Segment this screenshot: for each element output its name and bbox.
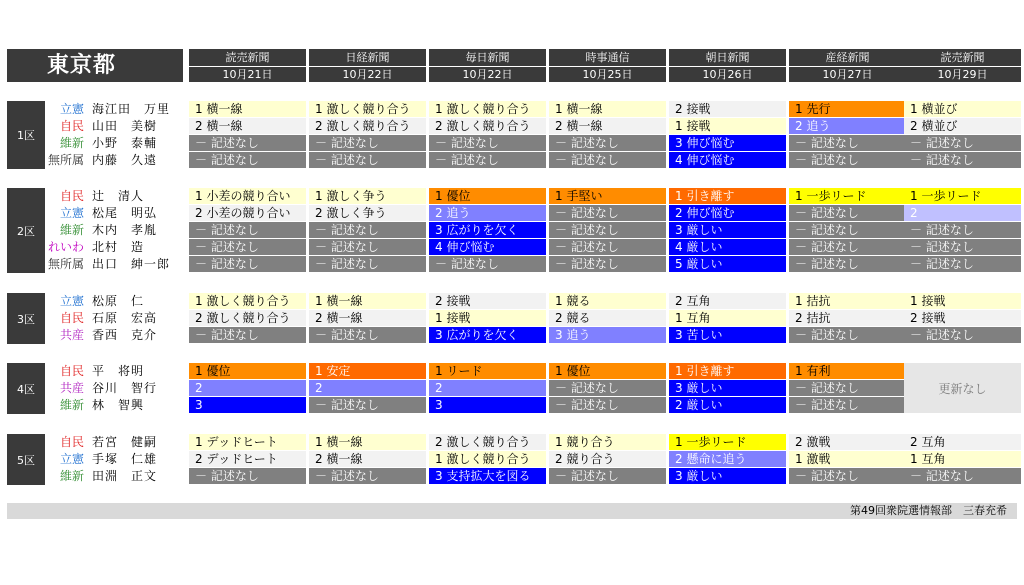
forecast-cell: － 記述なし bbox=[789, 239, 906, 255]
header-paper: 朝日新聞 bbox=[669, 49, 786, 67]
candidate-name: 手塚 仁雄 bbox=[92, 452, 158, 466]
district-label: 4区 bbox=[7, 363, 45, 414]
party-label: 立憲 bbox=[59, 102, 84, 116]
forecast-cell: － 記述なし bbox=[189, 152, 306, 168]
forecast-cell: 1 激しく競り合う bbox=[309, 101, 426, 117]
forecast-cell: 3 広がりを欠く bbox=[429, 327, 546, 343]
forecast-cell: 5 厳しい bbox=[669, 256, 786, 272]
forecast-cell: － 記述なし bbox=[904, 152, 1021, 168]
forecast-cell: 2 接戦 bbox=[429, 293, 546, 309]
header-date: 10月22日 bbox=[342, 68, 393, 81]
party-label: 自民 bbox=[59, 364, 84, 378]
forecast-cell: － 記述なし bbox=[189, 135, 306, 151]
header-paper: 日経新聞 bbox=[309, 49, 426, 67]
forecast-cell: － 記述なし bbox=[904, 468, 1021, 484]
forecast-cell: 2 横並び bbox=[904, 118, 1021, 134]
forecast-cell: 3 苦しい bbox=[669, 327, 786, 343]
forecast-cell: 1 激しく争う bbox=[309, 188, 426, 204]
forecast-cell: － 記述なし bbox=[904, 327, 1021, 343]
forecast-cell: － 記述なし bbox=[189, 222, 306, 238]
party-label: 立憲 bbox=[59, 206, 84, 220]
candidate-name: 内藤 久遠 bbox=[92, 153, 158, 167]
forecast-cell: － 記述なし bbox=[549, 222, 666, 238]
party-label: 無所属 bbox=[47, 153, 84, 167]
forecast-cell: 1 優位 bbox=[189, 363, 306, 379]
party-label: 共産 bbox=[59, 328, 84, 342]
forecast-cell: 2 激しく競り合う bbox=[309, 118, 426, 134]
forecast-cell: － 記述なし bbox=[904, 135, 1021, 151]
district-label: 2区 bbox=[7, 188, 45, 273]
column-header bbox=[309, 49, 426, 82]
forecast-cell: － 記述なし bbox=[549, 152, 666, 168]
forecast-cell: 1 安定 bbox=[309, 363, 426, 379]
party-label: 自民 bbox=[59, 119, 84, 133]
forecast-cell: 1 横一線 bbox=[309, 434, 426, 450]
forecast-cell: 3 厳しい bbox=[669, 222, 786, 238]
district-label: 3区 bbox=[7, 293, 45, 344]
party-label: 維新 bbox=[59, 136, 84, 150]
forecast-cell: 2 接戦 bbox=[904, 310, 1021, 326]
column-header bbox=[904, 49, 1021, 82]
candidate-name: 北村 造 bbox=[92, 240, 145, 254]
party-label: 維新 bbox=[59, 469, 84, 483]
forecast-cell: － 記述なし bbox=[789, 205, 906, 221]
forecast-cell: 2 互角 bbox=[669, 293, 786, 309]
forecast-cell: 2 激しく争う bbox=[309, 205, 426, 221]
party-label: 共産 bbox=[59, 381, 84, 395]
candidate-name: 辻 清人 bbox=[92, 189, 145, 203]
forecast-cell: 1 引き離す bbox=[669, 363, 786, 379]
party-label: 立憲 bbox=[59, 294, 84, 308]
party-label: 維新 bbox=[59, 398, 84, 412]
forecast-cell: 1 小差の競り合い bbox=[189, 188, 306, 204]
forecast-cell: 3 厳しい bbox=[669, 468, 786, 484]
no-update-cell: 更新なし bbox=[904, 363, 1021, 413]
header-date: 10月26日 bbox=[702, 68, 753, 81]
column-header bbox=[429, 49, 546, 82]
forecast-cell: － 記述なし bbox=[429, 152, 546, 168]
party-label: 立憲 bbox=[59, 452, 84, 466]
header-paper: 毎日新聞 bbox=[429, 49, 546, 67]
forecast-cell: 2 横一線 bbox=[189, 118, 306, 134]
forecast-cell: 2 横一線 bbox=[309, 310, 426, 326]
forecast-cell: 1 競る bbox=[549, 293, 666, 309]
candidate-name: 林 智興 bbox=[92, 398, 145, 412]
forecast-cell: 4 厳しい bbox=[669, 239, 786, 255]
candidate-name: 田淵 正文 bbox=[92, 469, 158, 483]
forecast-cell: 1 横一線 bbox=[309, 293, 426, 309]
forecast-cell: 2 接戦 bbox=[669, 101, 786, 117]
forecast-cell: － 記述なし bbox=[789, 327, 906, 343]
forecast-cell: － 記述なし bbox=[789, 397, 906, 413]
forecast-cell: － 記述なし bbox=[789, 380, 906, 396]
header-paper: 読売新聞 bbox=[904, 49, 1021, 67]
forecast-cell: － 記述なし bbox=[549, 256, 666, 272]
forecast-cell: 2 追う bbox=[429, 205, 546, 221]
forecast-cell: 2 bbox=[189, 380, 306, 396]
forecast-cell: 2 互角 bbox=[904, 434, 1021, 450]
prefecture-title: 東京都 bbox=[7, 49, 183, 82]
party-label: 自民 bbox=[59, 311, 84, 325]
forecast-cell: 3 厳しい bbox=[669, 380, 786, 396]
forecast-cell: 1 優位 bbox=[429, 188, 546, 204]
forecast-cell: － 記述なし bbox=[789, 152, 906, 168]
forecast-cell: 1 横並び bbox=[904, 101, 1021, 117]
party-label: 自民 bbox=[59, 435, 84, 449]
forecast-cell: 4 伸び悩む bbox=[669, 152, 786, 168]
forecast-cell: － 記述なし bbox=[904, 239, 1021, 255]
forecast-cell: 1 激しく競り合う bbox=[189, 293, 306, 309]
district-label: 1区 bbox=[7, 101, 45, 169]
forecast-cell: － 記述なし bbox=[309, 239, 426, 255]
header-date: 10月25日 bbox=[582, 68, 633, 81]
forecast-cell: 1 激しく競り合う bbox=[429, 451, 546, 467]
forecast-cell: 2 激しく競り合う bbox=[189, 310, 306, 326]
candidate-name: 木内 孝胤 bbox=[92, 223, 158, 237]
forecast-cell: 3 bbox=[189, 397, 306, 413]
party-label: 無所属 bbox=[47, 257, 84, 271]
forecast-cell: － 記述なし bbox=[789, 256, 906, 272]
column-header bbox=[549, 49, 666, 82]
forecast-cell: － 記述なし bbox=[429, 135, 546, 151]
candidate-name: 山田 美樹 bbox=[92, 119, 158, 133]
forecast-cell: 2 厳しい bbox=[669, 397, 786, 413]
forecast-cell: 2 bbox=[309, 380, 426, 396]
forecast-cell: 2 競り合う bbox=[549, 451, 666, 467]
column-header bbox=[789, 49, 906, 82]
forecast-cell: － 記述なし bbox=[189, 256, 306, 272]
forecast-cell: － 記述なし bbox=[309, 397, 426, 413]
forecast-cell: 1 互角 bbox=[669, 310, 786, 326]
forecast-cell: 2 伸び悩む bbox=[669, 205, 786, 221]
forecast-cell: 1 横一線 bbox=[189, 101, 306, 117]
forecast-cell: － 記述なし bbox=[309, 152, 426, 168]
forecast-cell: － 記述なし bbox=[789, 222, 906, 238]
forecast-cell: 2 bbox=[904, 205, 1021, 221]
forecast-cell: 2 追う bbox=[789, 118, 906, 134]
forecast-cell: － 記述なし bbox=[789, 468, 906, 484]
forecast-cell: 2 競る bbox=[549, 310, 666, 326]
column-header bbox=[189, 49, 306, 82]
forecast-cell: － 記述なし bbox=[549, 380, 666, 396]
forecast-cell: 1 激しく競り合う bbox=[429, 101, 546, 117]
forecast-cell: － 記述なし bbox=[789, 135, 906, 151]
header-paper: 読売新聞 bbox=[189, 49, 306, 67]
forecast-cell: － 記述なし bbox=[549, 239, 666, 255]
candidate-name: 香西 克介 bbox=[92, 328, 158, 342]
forecast-cell: 1 接戦 bbox=[904, 293, 1021, 309]
forecast-cell: 2 デッドヒート bbox=[189, 451, 306, 467]
forecast-cell: 3 支持拡大を図る bbox=[429, 468, 546, 484]
forecast-cell: － 記述なし bbox=[309, 327, 426, 343]
forecast-cell: 3 伸び悩む bbox=[669, 135, 786, 151]
forecast-cell: － 記述なし bbox=[549, 205, 666, 221]
footer-credit: 第49回衆院選情報部 三春充希 bbox=[7, 503, 1017, 519]
forecast-cell: 1 一歩リード bbox=[789, 188, 906, 204]
forecast-cell: 3 bbox=[429, 397, 546, 413]
candidate-name: 海江田 万里 bbox=[92, 102, 171, 116]
forecast-cell: 1 先行 bbox=[789, 101, 906, 117]
forecast-cell: － 記述なし bbox=[309, 468, 426, 484]
candidate-name: 松原 仁 bbox=[92, 294, 145, 308]
forecast-cell: 1 互角 bbox=[904, 451, 1021, 467]
forecast-cell: 2 横一線 bbox=[309, 451, 426, 467]
forecast-cell: － 記述なし bbox=[549, 397, 666, 413]
party-label: 維新 bbox=[59, 223, 84, 237]
forecast-cell: 2 拮抗 bbox=[789, 310, 906, 326]
forecast-cell: － 記述なし bbox=[549, 135, 666, 151]
forecast-cell: 1 激戦 bbox=[789, 451, 906, 467]
forecast-cell: 1 リード bbox=[429, 363, 546, 379]
forecast-cell: 1 横一線 bbox=[549, 101, 666, 117]
header-paper: 産経新聞 bbox=[789, 49, 906, 67]
district-label: 5区 bbox=[7, 434, 45, 485]
forecast-cell: 2 小差の競り合い bbox=[189, 205, 306, 221]
forecast-cell: 2 懸命に追う bbox=[669, 451, 786, 467]
forecast-cell: － 記述なし bbox=[309, 222, 426, 238]
forecast-cell: 1 手堅い bbox=[549, 188, 666, 204]
candidate-name: 出口 紳一郎 bbox=[92, 257, 171, 271]
candidate-name: 若宮 健嗣 bbox=[92, 435, 158, 449]
forecast-cell: 1 接戦 bbox=[429, 310, 546, 326]
candidate-name: 小野 泰輔 bbox=[92, 136, 158, 150]
forecast-cell: 1 接戦 bbox=[669, 118, 786, 134]
forecast-cell: － 記述なし bbox=[189, 468, 306, 484]
candidate-name: 平 将明 bbox=[92, 364, 145, 378]
forecast-cell: 1 引き離す bbox=[669, 188, 786, 204]
forecast-cell: － 記述なし bbox=[549, 468, 666, 484]
header-date: 10月29日 bbox=[937, 68, 988, 81]
forecast-cell: － 記述なし bbox=[429, 256, 546, 272]
forecast-cell: 1 競り合う bbox=[549, 434, 666, 450]
forecast-cell: 2 bbox=[429, 380, 546, 396]
forecast-cell: 3 追う bbox=[549, 327, 666, 343]
forecast-cell: 4 伸び悩む bbox=[429, 239, 546, 255]
header-date: 10月22日 bbox=[462, 68, 513, 81]
column-header bbox=[669, 49, 786, 82]
forecast-cell: 2 激しく競り合う bbox=[429, 118, 546, 134]
candidate-name: 谷川 智行 bbox=[92, 381, 158, 395]
candidate-name: 石原 宏高 bbox=[92, 311, 158, 325]
forecast-cell: 1 優位 bbox=[549, 363, 666, 379]
party-label: れいわ bbox=[47, 240, 84, 254]
forecast-cell: 2 激戦 bbox=[789, 434, 906, 450]
header-date: 10月21日 bbox=[222, 68, 273, 81]
forecast-cell: 2 横一線 bbox=[549, 118, 666, 134]
candidate-name: 松尾 明弘 bbox=[92, 206, 158, 220]
forecast-cell: 1 一歩リード bbox=[904, 188, 1021, 204]
forecast-cell: 2 激しく競り合う bbox=[429, 434, 546, 450]
forecast-cell: － 記述なし bbox=[189, 239, 306, 255]
forecast-cell: － 記述なし bbox=[309, 256, 426, 272]
forecast-cell: 1 一歩リード bbox=[669, 434, 786, 450]
header-date: 10月27日 bbox=[822, 68, 873, 81]
party-label: 自民 bbox=[59, 189, 84, 203]
forecast-cell: － 記述なし bbox=[904, 256, 1021, 272]
forecast-cell: － 記述なし bbox=[189, 327, 306, 343]
forecast-cell: 3 広がりを欠く bbox=[429, 222, 546, 238]
forecast-cell: － 記述なし bbox=[904, 222, 1021, 238]
header-paper: 時事通信 bbox=[549, 49, 666, 67]
forecast-cell: － 記述なし bbox=[309, 135, 426, 151]
forecast-cell: 1 有利 bbox=[789, 363, 906, 379]
forecast-cell: 1 拮抗 bbox=[789, 293, 906, 309]
forecast-cell: 1 デッドヒート bbox=[189, 434, 306, 450]
